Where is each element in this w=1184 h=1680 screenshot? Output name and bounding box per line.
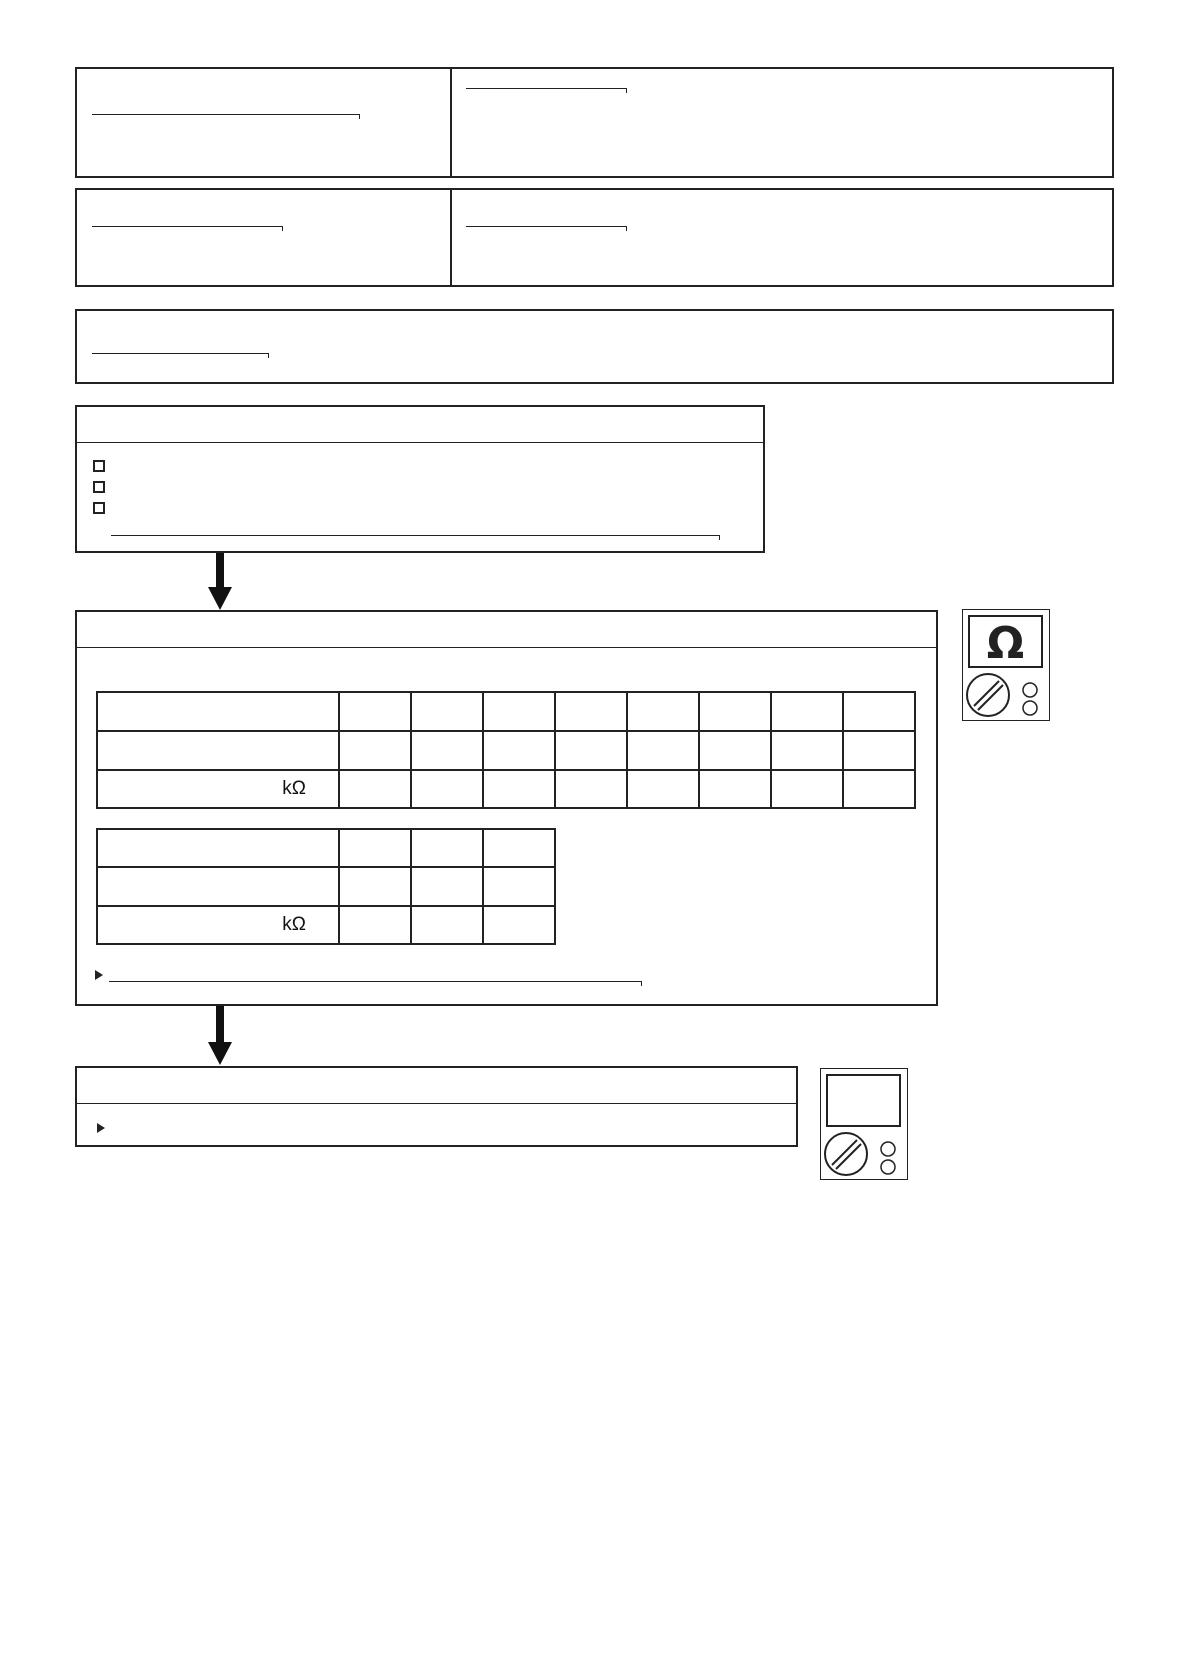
header-info-box-2 — [75, 188, 1114, 287]
flow-arrow-2-shaft — [216, 1006, 224, 1046]
checklist-header-divider — [77, 442, 763, 443]
resistance-unit-label: kΩ — [282, 778, 306, 799]
final-header-divider — [77, 1103, 796, 1104]
flow-arrow-1-shaft — [216, 553, 224, 591]
header-info-box-3 — [75, 309, 1114, 384]
note-bullet-icon — [95, 970, 103, 980]
note-bullet-icon — [97, 1123, 105, 1133]
table-row — [97, 731, 915, 770]
svg-text:Ω: Ω — [986, 618, 1025, 669]
table-row — [97, 692, 915, 731]
resistance-note-blank — [109, 981, 641, 982]
ohmmeter-icon — [962, 609, 1050, 721]
checklist-note-blank — [111, 535, 719, 536]
field-blank-left — [92, 226, 282, 227]
resistance-unit-label: kΩ — [282, 914, 306, 935]
header-info-box-1 — [75, 67, 1114, 178]
field-blank — [92, 353, 268, 354]
final-check-box — [75, 1066, 798, 1147]
checkbox-1[interactable] — [93, 460, 105, 472]
table-row — [97, 906, 555, 944]
flow-arrow-1 — [208, 587, 232, 610]
resistance-table-2 — [96, 828, 556, 945]
resistance-table-1 — [96, 691, 916, 809]
multimeter-icon — [820, 1068, 908, 1180]
table-row — [97, 770, 915, 808]
table-row — [97, 867, 555, 906]
checklist-box — [75, 405, 765, 553]
table-row — [97, 829, 555, 867]
field-blank-right — [466, 88, 626, 89]
checkbox-3[interactable] — [93, 502, 105, 514]
resistance-check-box — [75, 610, 938, 1006]
flow-arrow-2 — [208, 1042, 232, 1065]
field-blank-right — [466, 226, 626, 227]
field-blank-left — [92, 114, 359, 115]
resistance-header-divider — [77, 647, 936, 648]
checkbox-2[interactable] — [93, 481, 105, 493]
